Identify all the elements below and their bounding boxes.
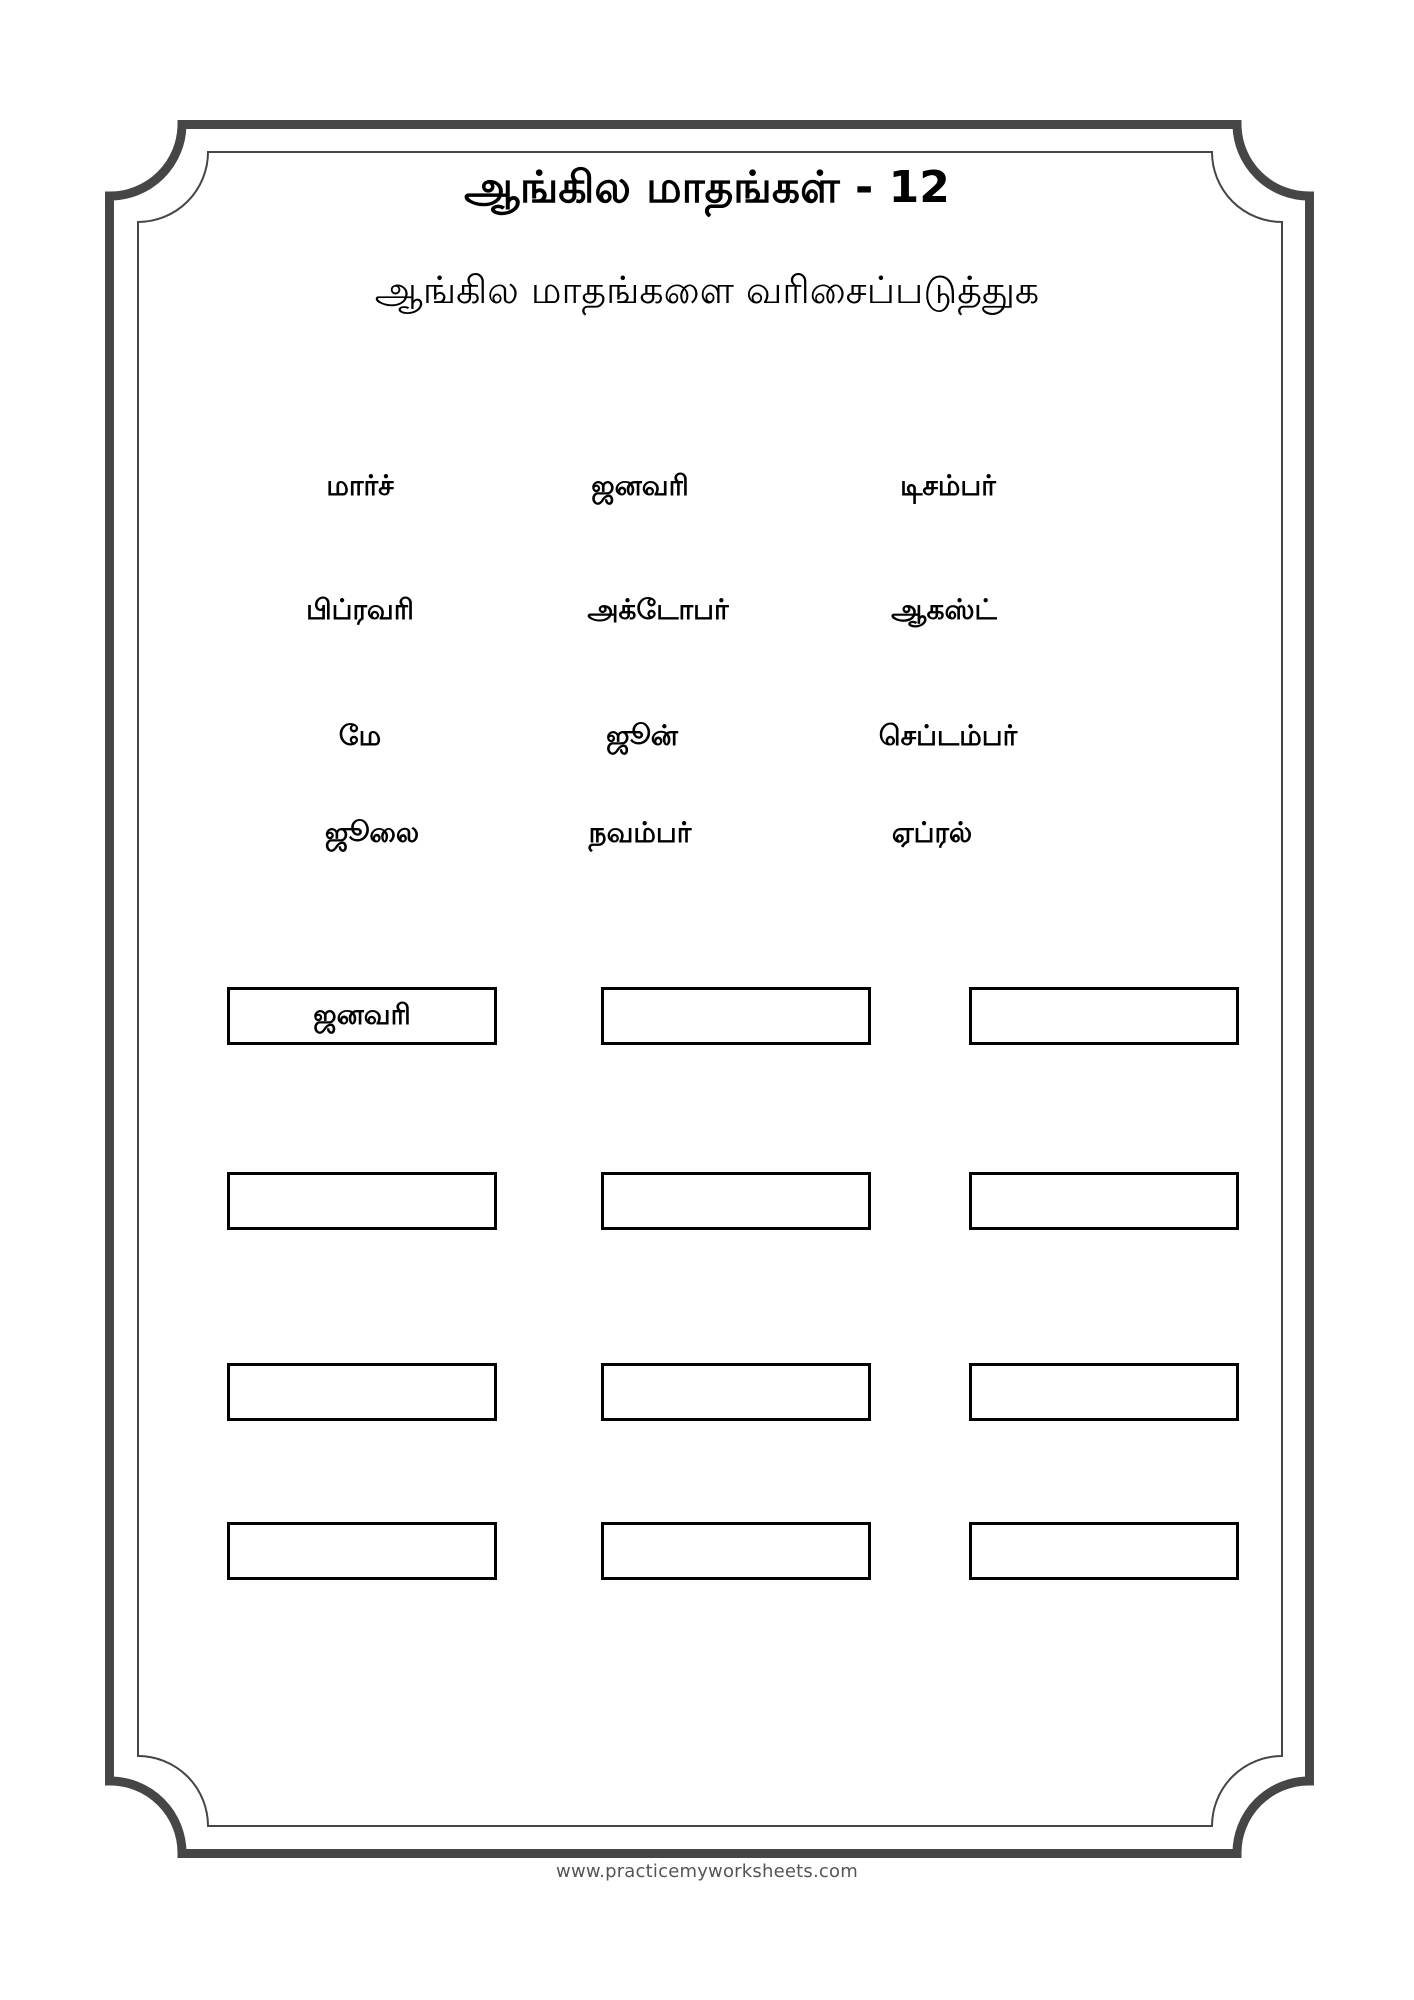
answer-box-4[interactable] bbox=[227, 1172, 497, 1230]
word-bank-item: ஜனவரி bbox=[591, 469, 689, 502]
answer-box-8[interactable] bbox=[601, 1363, 871, 1421]
word-bank-item: ஜூலை bbox=[324, 816, 420, 849]
answer-box-7[interactable] bbox=[227, 1363, 497, 1421]
answer-box-10[interactable] bbox=[227, 1522, 497, 1580]
answer-box-1[interactable] bbox=[227, 987, 497, 1045]
answer-box-5[interactable] bbox=[601, 1172, 871, 1230]
word-bank-item: ஆகஸ்ட் bbox=[891, 593, 997, 626]
word-bank-item: அக்டோபர் bbox=[587, 593, 729, 626]
answer-box-2[interactable] bbox=[601, 987, 871, 1045]
answer-box-9[interactable] bbox=[969, 1363, 1239, 1421]
answer-box-11[interactable] bbox=[601, 1522, 871, 1580]
word-bank-item: செப்டம்பர் bbox=[878, 719, 1018, 752]
worksheet-instruction: ஆங்கில மாதங்களை வரிசைப்படுத்துக bbox=[374, 268, 1040, 312]
word-bank-item: மார்ச் bbox=[326, 469, 394, 502]
answer-box-text: ஜனவரி bbox=[313, 997, 411, 1031]
answer-box-3[interactable] bbox=[969, 987, 1239, 1045]
answer-box-12[interactable] bbox=[969, 1522, 1239, 1580]
word-bank-item: பிப்ரவரி bbox=[306, 593, 414, 626]
footer-website: www.practicemyworksheets.com bbox=[556, 1861, 858, 1882]
answer-box-6[interactable] bbox=[969, 1172, 1239, 1230]
word-bank-item: டிசம்பர் bbox=[900, 469, 996, 502]
word-bank-item: ஏப்ரல் bbox=[891, 816, 973, 849]
word-bank-item: ஜூன் bbox=[606, 719, 678, 752]
worksheet-title: ஆங்கில மாதங்கள் - 12 bbox=[464, 162, 950, 213]
word-bank-item: மே bbox=[338, 719, 382, 752]
word-bank-item: நவம்பர் bbox=[588, 816, 692, 849]
